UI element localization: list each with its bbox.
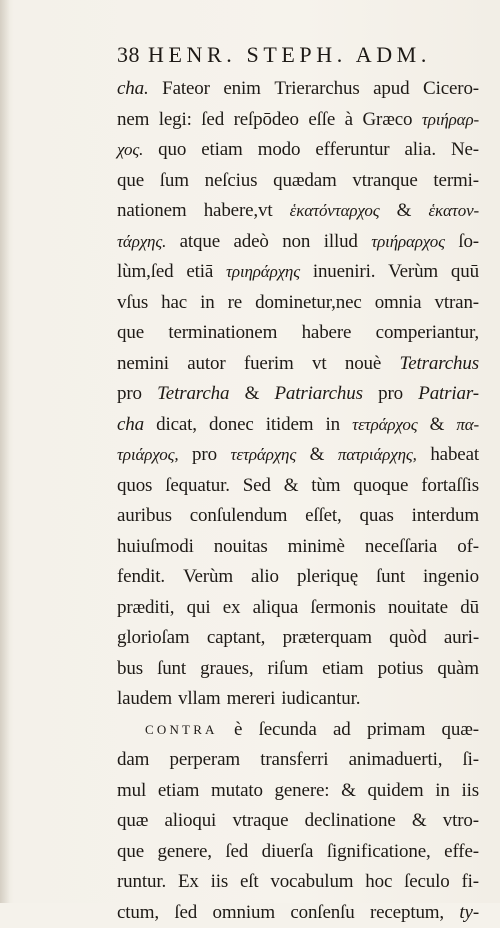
word: dū [460,593,479,624]
text-line [117,532,479,563]
word: fuerim [244,349,294,380]
word: pro [117,379,142,410]
word: adeò [233,227,268,258]
word: dominetur,nec [255,288,362,319]
word: captant, [207,623,265,654]
text-line [117,776,479,807]
word: quӕ- [442,715,479,746]
text-line [117,745,479,776]
word: termi- [433,166,479,197]
word: τετράρχης [231,440,297,471]
word: minimè [288,532,345,563]
word: ex [223,593,241,624]
word: quidem [367,776,423,807]
word: atque [180,227,220,258]
word: in [200,288,214,319]
word: terminationem [168,318,277,349]
word: auribus [117,501,172,532]
word: quū [451,257,479,288]
word: etiam [158,776,199,807]
word: pleriquę [297,562,358,593]
text-line [117,501,479,532]
word: donec [209,410,254,441]
word: que [117,166,144,197]
word: vſus [117,288,148,319]
word: è [234,715,242,746]
word: τάρχης. [117,227,166,258]
word: alioqui [164,806,216,837]
word: effe- [444,837,479,868]
word: hac [161,288,187,319]
running-title: HENR. STEPH. ADM. [148,42,431,68]
word: re [228,288,242,319]
word: habeat [430,440,479,471]
word: quӕ [117,806,148,837]
word: fendit. [117,562,165,593]
word: etiam [322,654,363,685]
word: itidem [266,410,314,441]
word: apud [373,74,409,105]
word: ingenio [423,562,479,593]
word: & [341,776,356,807]
text-line [117,806,479,837]
word: ſum [160,166,189,197]
word: prӕterquam [283,623,372,654]
word: prӕditi, [117,593,174,624]
word: illud [324,227,358,258]
word: quoque [353,471,408,502]
word: ſi- [463,745,479,776]
word: & [430,410,445,441]
word: CONTRA [145,715,218,746]
word: Patriarchus [274,379,362,410]
text-line [117,105,479,136]
word: nationem [117,196,187,227]
text-line [117,166,479,197]
word: perperam [169,745,240,776]
word: pro [192,440,217,471]
word: ſed [225,837,248,868]
word: cha. [117,74,149,105]
word: conſulendum [190,501,288,532]
word: ſignificatione, [327,837,431,868]
word: que [117,318,144,349]
page-number: 38 [117,42,140,68]
word: & [245,379,260,410]
text-line [117,684,479,715]
word: nouè [345,349,381,380]
word: πα- [456,410,479,441]
word: conſenſu [290,898,354,928]
word: pro [378,379,403,410]
word: reſpōdeo [234,105,299,136]
word: omnium [213,898,275,928]
word: alia. [405,135,436,166]
word: vllam [178,684,221,715]
word: eſſe [308,105,335,136]
word: nouitas [214,532,268,563]
word: τριήραρχος [371,227,445,258]
word: τριήραρ- [422,105,479,136]
word: Græco [362,105,412,136]
word: ſed [174,898,197,928]
body-text [117,74,479,928]
word: quas [360,501,394,532]
word: habere [302,318,352,349]
word: riſum [268,654,308,685]
word: comperiantur, [376,318,479,349]
word: ſermonis [310,593,375,624]
word: primam [367,715,425,746]
word: etiā [186,257,213,288]
word: genere, [158,837,212,868]
word: transferri [260,745,328,776]
word: neceſſaria [365,532,437,563]
text-line [117,471,479,502]
word: diuerſa [262,837,314,868]
word: vocabulum [270,867,353,898]
word: nem [117,105,149,136]
word: lùm,ſed [117,257,173,288]
text-line [117,257,479,288]
word: eſſet, [305,501,342,532]
word: animaduerti, [349,745,443,776]
word: Verùm [388,257,438,288]
word: huiuſmodi [117,532,194,563]
word: dam [117,745,149,776]
word: fi- [461,867,478,898]
word: legi: [159,105,192,136]
word: graues, [200,654,253,685]
word: of- [457,532,479,563]
word: auri- [444,623,479,654]
word: ty- [459,898,479,928]
word: Patriar- [418,379,479,410]
word: quàm [437,654,479,685]
word: receptum, [370,898,444,928]
word: omnia [375,288,422,319]
word: Fateor [162,74,210,105]
text-line [117,623,479,654]
word: quos [117,471,152,502]
word: iis [211,867,229,898]
text-line [117,898,479,928]
word: inueniri. [313,257,376,288]
text-line [117,318,479,349]
word: & [284,471,299,502]
word: ſunt [157,654,186,685]
word: interdum [412,501,479,532]
word: mutato [211,776,263,807]
word: ctum, [117,898,159,928]
word: & [397,196,412,227]
word: in [326,410,340,441]
word: à [345,105,353,136]
word: iudicantur. [281,684,360,715]
text-line [117,440,479,471]
word: quædam [273,166,337,197]
text-line [117,379,479,410]
word: modo [258,135,301,166]
word: ἑκατόνταρχος [290,196,380,227]
word: iis [461,776,479,807]
text-line [117,349,479,380]
word: vtranque [352,166,417,197]
word: non [282,227,310,258]
word: Tetrarchus [400,349,479,380]
word: quo [158,135,186,166]
text-line [117,715,479,746]
word: mereri [227,684,276,715]
word: vtran- [435,288,479,319]
word: eſt [240,867,259,898]
word: hoc [365,867,392,898]
word: mul [117,776,146,807]
word: declinatione [305,806,396,837]
word: nouitate [388,593,448,624]
word: enim [223,74,260,105]
text-line [117,227,479,258]
word: ſunt [376,562,405,593]
word: χος. [117,135,143,166]
word: Ne- [451,135,479,166]
word: glorioſam [117,623,190,654]
word: vtraque [232,806,288,837]
word: & [310,440,325,471]
word: autor [187,349,225,380]
word: πατριάρχης, [338,440,417,471]
word: vtro- [443,806,479,837]
word: aliqua [253,593,299,624]
word: Sed [243,471,271,502]
word: ſecunda [259,715,317,746]
word: τριάρχος, [117,440,178,471]
word: nemini [117,349,169,380]
word: Trierarchus [274,74,359,105]
word: habere,vt [204,196,273,227]
text-line [117,867,479,898]
word: ἑκατον- [428,196,479,227]
gutter-shadow [0,0,10,903]
word: etiam [201,135,242,166]
word: Tetrarcha [157,379,229,410]
word: laudem [117,684,172,715]
word: τριηράρχης [226,257,300,288]
text-line [117,288,479,319]
word: ſequatur. [165,471,230,502]
word: ſeculo [404,867,450,898]
word: genere: [275,776,330,807]
page-header [117,42,472,72]
text-line [117,654,479,685]
text-line [117,593,479,624]
word: Verùm [183,562,233,593]
word: tùm [311,471,340,502]
word: Ex [178,867,199,898]
word: que [117,837,144,868]
text-line [117,135,479,166]
word: & [412,806,427,837]
word: qui [187,593,211,624]
word: quòd [389,623,426,654]
word: ſed [201,105,224,136]
text-line [117,562,479,593]
word: Cicero- [423,74,479,105]
word: vt [312,349,326,380]
word: alio [251,562,279,593]
text-line [117,196,479,227]
word: cha [117,410,144,441]
word: ad [333,715,351,746]
text-line [117,410,479,441]
word: neſcius [205,166,258,197]
word: potius [378,654,424,685]
word: bus [117,654,143,685]
word: in [435,776,449,807]
word: dicat, [156,410,197,441]
word: fortaſſis [421,471,479,502]
word: efferuntur [315,135,389,166]
text-line [117,74,479,105]
word: ſo- [458,227,479,258]
word: runtur. [117,867,166,898]
text-line [117,837,479,868]
word: τετράρχος [352,410,417,441]
